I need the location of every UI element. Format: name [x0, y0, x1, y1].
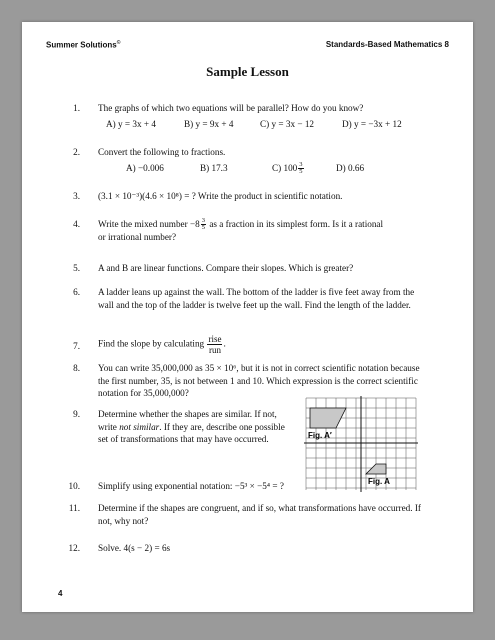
question-number: 11. [68, 503, 80, 513]
transformation-grid-figure [302, 394, 420, 494]
text-before-fraction: Write the mixed number −8 [98, 219, 200, 229]
question-text: (3.1 × 10⁻³)(4.6 × 10⁸) = ? Write the product in scientific notation. [98, 191, 343, 201]
option-d: D) 0.66 [336, 163, 365, 173]
series-title: Summer Solutions [46, 40, 117, 50]
fraction-numerator: 3 [299, 161, 303, 169]
question-text-a: Determine whether the shapes are similar. If not, write [98, 409, 277, 432]
fraction-numerator: rise [208, 334, 222, 344]
option-a: A) −0.006 [126, 163, 164, 173]
mixed-number-fraction [201, 218, 206, 231]
answer-options [126, 162, 364, 175]
label-fig-a-prime: Fig. A′ [308, 431, 332, 440]
question-text: Solve. 4(s − 2) = 6s [98, 543, 171, 553]
option-c [272, 162, 336, 175]
question-number: 6. [73, 287, 80, 297]
question-text-b: . If they are, describe one possible set of transformations that may have occurred. [98, 421, 285, 444]
question-text: Simplify using exponential notation: −5³ × −5⁴ = ? [98, 481, 284, 491]
fraction-denominator: 5 [201, 224, 206, 232]
question-text: The graphs of which two equations will be parallel? How do you know? [98, 103, 364, 113]
question-number: 2. [73, 147, 80, 157]
option-a: A) y = 3x + 4 [106, 119, 156, 129]
question-text-emphasis: not similar [119, 421, 160, 432]
page-number: 4 [58, 589, 63, 598]
question-text [98, 334, 430, 355]
question-number: 10. [68, 481, 80, 491]
rise-over-run-fraction [207, 334, 222, 355]
option-c-whole: C) 100 [272, 163, 298, 173]
question-number: 9. [73, 409, 80, 419]
question-number: 8. [73, 363, 80, 373]
question-number: 7. [73, 341, 80, 351]
label-fig-a: Fig. A [368, 477, 390, 486]
question-text [98, 218, 430, 244]
question-text: Convert the following to fractions. [98, 147, 226, 157]
option-d: D) y = −3x + 12 [342, 119, 402, 129]
text-after-fraction: as a fraction in its simplest form. Is it a rational [207, 219, 384, 229]
fraction-numerator: 3 [201, 217, 206, 225]
worksheet-page [22, 22, 473, 612]
option-c-fraction [298, 162, 303, 175]
option-b: B) 17.3 [200, 163, 228, 173]
question-text-main: Find the slope by calculating [98, 338, 205, 349]
answer-options [106, 118, 402, 131]
question-text [98, 408, 288, 446]
question-number: 12. [68, 543, 80, 553]
question-text-line2: or irrational number? [98, 232, 177, 243]
shape-fig-a [366, 464, 386, 474]
question-text: You can write 35,000,000 as 35 × 10⁶, but it is not in correct scientific notation because the first number, 35, is not between 1 and 10. Which expression is the correct scientific notation for 35,000,000? [98, 363, 420, 398]
question-number: 3. [73, 191, 80, 201]
shape-fig-a-prime [310, 408, 346, 428]
header-right: Standards-Based Mathematics 8 [325, 40, 449, 49]
option-b: B) y = 9x + 4 [184, 119, 234, 129]
header-left [46, 40, 120, 50]
page-title: Sample Lesson [206, 64, 289, 79]
question-text: A and B are linear functions. Compare their slopes. Which is greater? [98, 263, 354, 273]
option-c: C) y = 3x − 12 [260, 119, 315, 129]
question-number: 5. [73, 263, 80, 273]
question-text: Determine if the shapes are congruent, and if so, what transformations have occurred. If not, why not? [98, 503, 421, 526]
question-text-end: . [223, 338, 226, 349]
question-number: 1. [73, 103, 80, 113]
question-text: A ladder leans up against the wall. The bottom of the ladder is five feet away from the wall and the top of the ladder is twelve feet up the wall. Find the length of the ladder. [98, 287, 415, 310]
fraction-denominator: run [208, 345, 221, 355]
fraction-denominator: 5 [299, 168, 303, 176]
copyright-mark: © [116, 40, 121, 46]
question-number: 4. [73, 219, 80, 229]
